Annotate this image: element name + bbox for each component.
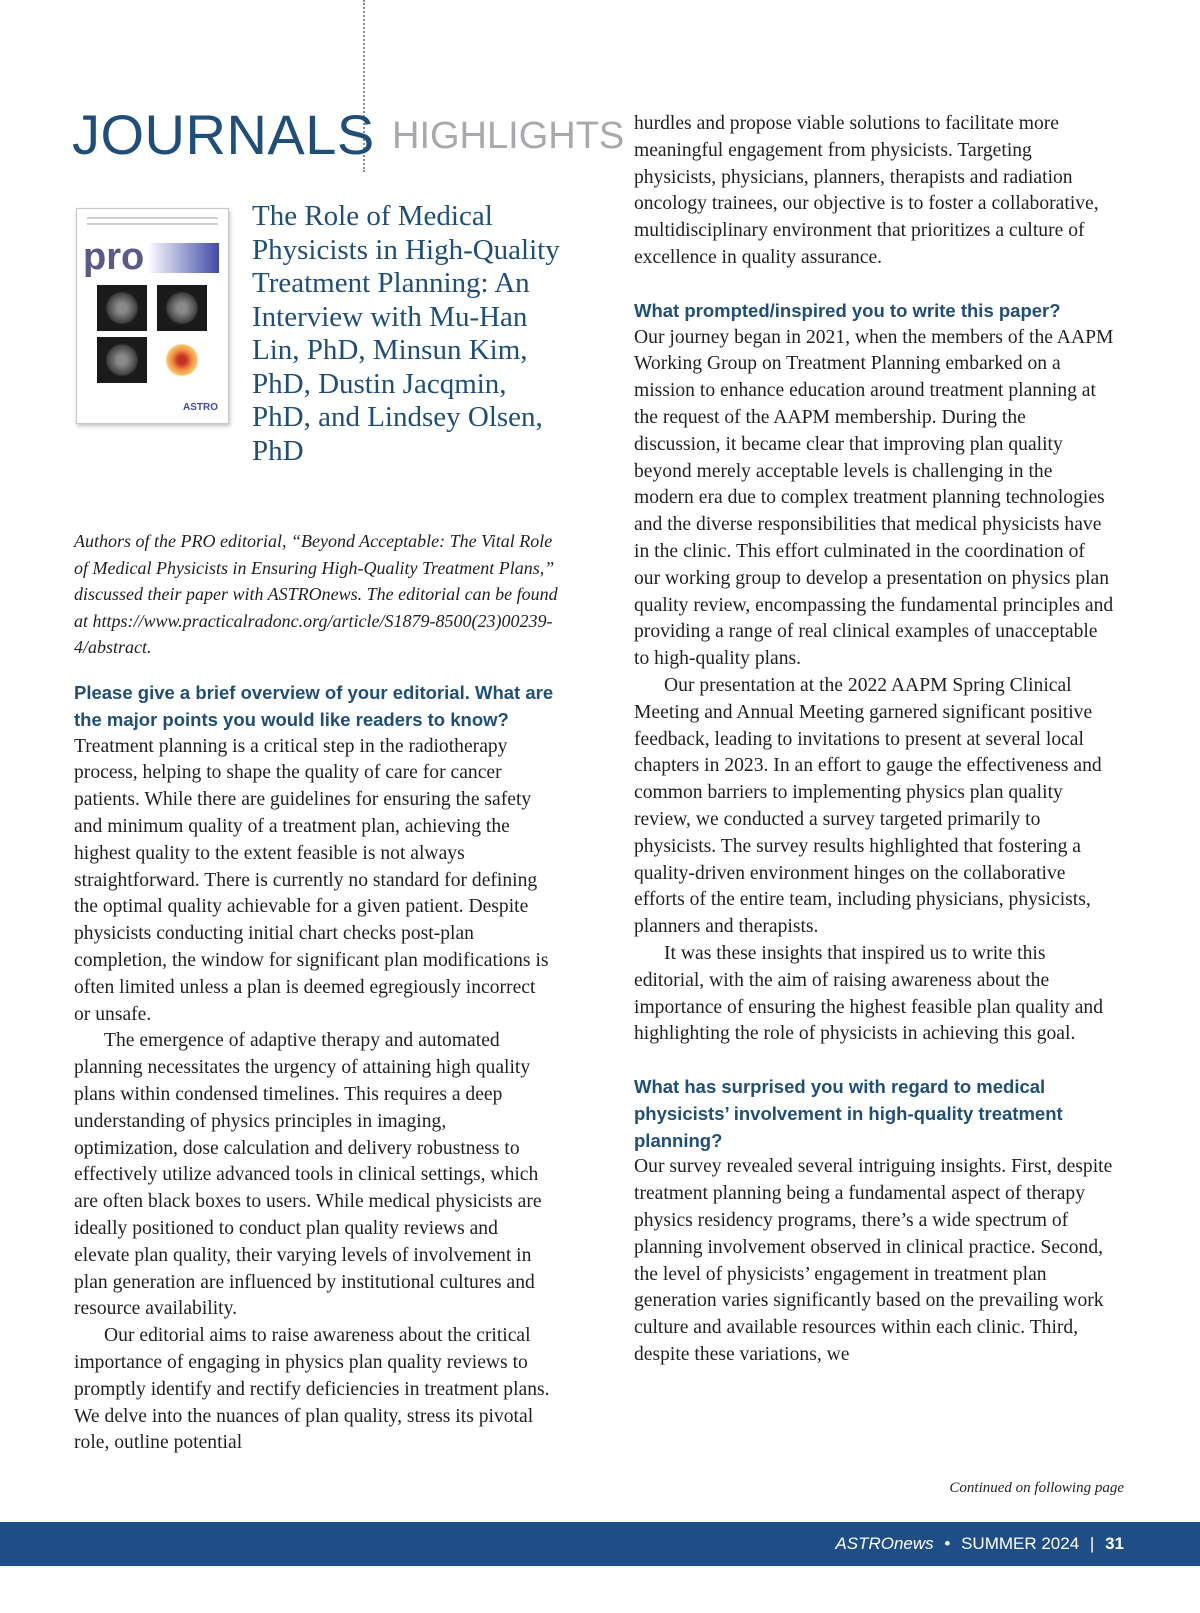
section-subtitle: HIGHLIGHTS: [392, 115, 625, 157]
cover-header-line: [87, 223, 218, 225]
left-column: [74, 680, 554, 1457]
publisher-logo: ASTRO: [183, 402, 218, 413]
continued-note: Continued on following page: [949, 1480, 1124, 1496]
issue-label: SUMMER 2024: [961, 1534, 1080, 1553]
footer-divider: |: [1089, 1534, 1095, 1553]
footer-bullet: •: [944, 1534, 951, 1553]
question-heading: What has surprised you with regard to medical physicists’ involvement in high-quality treatment planning?: [634, 1076, 1063, 1151]
answer-paragraph: Our journey began in 2021, when the members of the AAPM Working Group on Treatment Planning embarked on a mission to enhance education around treatment planning at the request of the AAPM membership. During the discussion, it became clear that improving plan quality beyond merely acceptable levels is challenging in the modern era due to complex treatment planning technologies and the diverse responsibilities that medical physicists have in the clinic. This effort culminated in the coordination of our working group to develop a presentation on physics plan quality review, encompassing the fundamental principles and providing a range of real clinical examples of unacceptable to high-quality plans.: [634, 326, 1114, 670]
journal-logo: pro: [83, 236, 145, 278]
answer-paragraph: Our editorial aims to raise awareness about the critical importance of engaging in physics plan quality reviews to promptly identify and rectify deficiencies in treatment plans. We delve into the nuances of plan quality, stress its pivotal role, outline potential: [74, 1325, 550, 1454]
article-intro: Authors of the PRO editorial, “Beyond Acceptable: The Vital Role of Medical Physicists in Ensuring High-Quality Treatment Plans,” discussed their paper with ASTROnews. The editorial can be found at https://www.practicalradonc.org/article/S1879-8500(23)00239-4/abstract.: [74, 531, 558, 657]
cover-gradient-bar: [147, 243, 219, 273]
answer-paragraph: Our survey revealed several intriguing insights. First, despite treatment planning being a fundamental aspect of therapy physics residency programs, there’s a wide spectrum of planning involvement observed in clinical practice. Second, the level of physicists’ engagement in treatment plan generation varies significantly based on the prevailing work culture and available resources within each clinic. Third, despite these variations, we: [634, 1156, 1113, 1366]
answer-paragraph: Treatment planning is a critical step in the radiotherapy process, helping to shape the quality of care for cancer patients. While there are guidelines for ensuring the safety and minimum quality of a treatment plan, achieving the highest quality to the extent feasible is not always straightforward. There is currently no standard for defining the optimal quality achievable for a given patient. Despite physicists conducting initial chart checks post-plan completion, the window for significant plan modifications is often limited unless a plan is deemed egregiously incorrect or unsafe.: [74, 735, 549, 1025]
page-footer: [0, 1522, 1200, 1566]
answer-paragraph: The emergence of adaptive therapy and automated planning necessitates the urgency of attaining high quality plans within condensed timelines. This requires a deep understanding of physics principles in imaging, optimization, dose calculation and delivery robustness to effectively utilize advanced tools in clinical settings, which are often black boxes to users. While medical physicists are ideally positioned to conduct plan quality reviews and elevate plan quality, their varying levels of involvement in plan generation are influenced by institutional cultures and resource availability.: [74, 1030, 542, 1320]
answer-paragraph: Our presentation at the 2022 AAPM Spring Clinical Meeting and Annual Meeting garnered significant positive feedback, leading to invitations to present at several local chapters in 2023. In an effort to gauge the effectiveness and common barriers to implementing physics plan quality review, we conducted a survey targeted primarily to physicists. The survey results highlighted that fostering a quality-driven environment hinges on the collaborative efforts of the entire team, including physicians, physicists, planners and therapists.: [634, 674, 1102, 938]
article-title: The Role of Medical Physicists in High-Quality Treatment Planning: An Interview with Mu-Han Lin, PhD, Minsun Kim, PhD, Dustin Jacqmin, PhD, and Lindsey Olsen, PhD: [252, 200, 560, 467]
ct-scan-image: [157, 285, 207, 331]
page-number: 31: [1105, 1534, 1124, 1553]
section-title: JOURNALS: [72, 103, 375, 166]
question-heading: Please give a brief overview of your editorial. What are the major points you would like readers to know?: [74, 682, 554, 730]
dose-distribution-image: [157, 337, 207, 383]
question-heading: What prompted/inspired you to write this paper?: [634, 299, 1061, 321]
cover-header-line: [87, 217, 218, 219]
answer-paragraph: hurdles and propose viable solutions to facilitate more meaningful engagement from physicists. Targeting physicists, physicians, planners, therapists and radiation oncology trainees, our objective is to foster a collaborative, multidisciplinary environment that prioritizes a culture of excellence in quality assurance.: [634, 113, 1099, 268]
answer-paragraph: It was these insights that inspired us to write this editorial, with the aim of raising awareness about the importance of ensuring the highest feasible plan quality and highlighting the role of physicists in achieving this goal.: [634, 942, 1104, 1045]
publication-name: ASTROnews: [835, 1534, 934, 1553]
ct-scan-image: [97, 285, 147, 331]
footer-info: [835, 1534, 1124, 1554]
ct-scan-image: [97, 337, 147, 383]
right-column: [634, 111, 1114, 1369]
journal-cover-image: [76, 208, 229, 424]
